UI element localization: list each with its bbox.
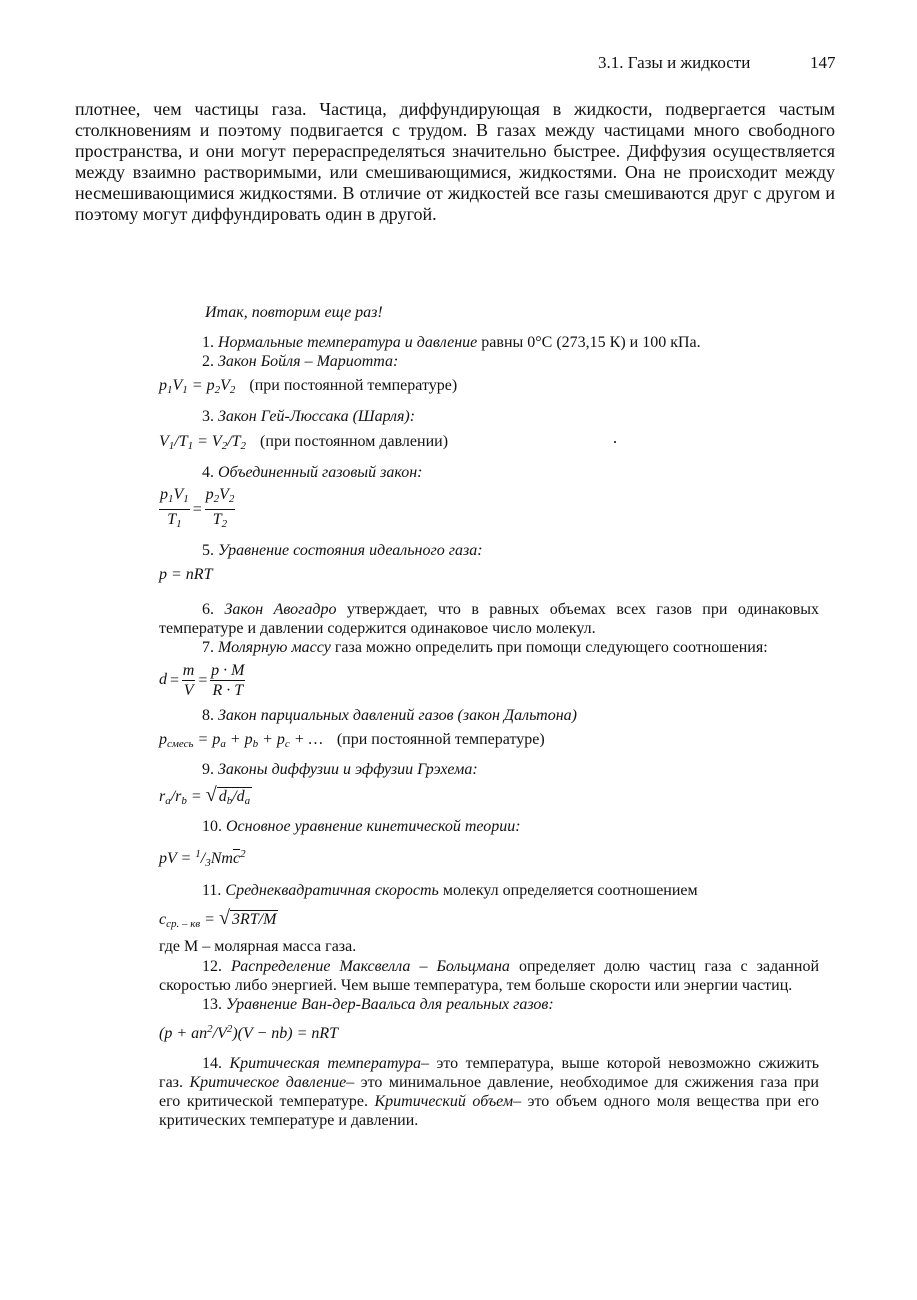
summary-item-1: 1. Нормальные температура и давление равны 0°C (273,15 К) и 100 кПа.: [202, 334, 701, 351]
summary-item-11: 11. Среднеквадратичная скорость молекул определяется соотношением: [202, 882, 698, 899]
summary-item-8: 8. Закон парциальных давлений газов (закон Дальтона): [202, 707, 577, 724]
running-head: 3.1. Газы и жидкости: [598, 53, 751, 72]
gay-lussac-formula: $V_1/T_1 = V_2/T_2$ (при постоянном давлении): [159, 433, 449, 452]
ideal-gas-formula: p = nRT: [159, 566, 213, 583]
dalton-formula: $p_{смесь} = p_a + p_b + p_c$ + … (при постоянной температуре): [159, 731, 545, 750]
summary-title: Итак, повторим еще раз!: [205, 304, 383, 321]
summary-item-13: 13. Уравнение Ван-дер-Ваальса для реальных газов:: [202, 996, 554, 1013]
molar-mass-formula: d = $\frac{m}{V}$ = $\frac{p \cdot M}{R \cdot T}$: [159, 662, 245, 699]
summary-item-12: 12. Распределение Максвелла – Больцмана определяет долю частиц газа с заданной скоростью либо энергией. Чем выше температура, тем больше скорости или энергии частиц.: [159, 958, 820, 994]
summary-item-5: 5. Уравнение состояния идеального газа:: [202, 542, 483, 559]
summary-item-4: 4. Объединенный газовый закон:: [202, 464, 423, 481]
summary-item-14: 14. Критическая температура– это температура, выше которой невозможно сжижить газ. Критическое давление– это минимальное давление, необходимое для сжижения газа при его критической температуре. Критический объем– это объем одного моля вещества при его критических температуре и давлении.: [159, 1055, 820, 1129]
graham-formula: $r_a/r_b$ = √ $d_b/d_a$: [159, 784, 251, 807]
summary-section: [159, 303, 819, 1130]
kinetic-theory-formula: pV = $^1/_3Nm\overline{c}^2$: [159, 848, 246, 869]
boyle-formula: $p_1V_1 = p_2V_2$ (при постоянной температуре): [159, 377, 458, 396]
summary-item-7: 7. Молярную массу газа можно определить при помощи следующего соотношения:: [202, 639, 768, 656]
summary-item-6: 6. Закон Авогадро утверждает, что в равных объемах всех газов при одинаковых температуре и давлении содержится одинаковое число молекул.: [159, 601, 820, 637]
summary-item-10: 10. Основное уравнение кинетической теории:: [202, 818, 521, 835]
van-der-waals-formula: $(p + an^2/V^2)(V - nb)$ = nRT: [159, 1023, 339, 1042]
intro-paragraph: плотнее, чем частицы газа. Частица, диффундирующая в жидкости, подвергается частым столкновениям и поэтому подвигается с трудом. В газах между частицами много свободного пространства, и они могут перераспределяться значительно быстрее. Диффузия осуществляется между взаимно растворимыми, или смешивающимися, жидкостями. Она не происходит между несмешивающимися жидкостями. В отличие от жидкостей все газы смешиваются друг с другом и поэтому могут диффундировать один в другой.: [75, 99, 835, 224]
summary-item-9: 9. Законы диффузии и эффузии Грэхема:: [202, 761, 478, 778]
page-number: 147: [810, 53, 836, 72]
combined-gas-formula: $\frac{p_1V_1}{T_1}$ = $\frac{p_2V_2}{T_2}$: [160, 486, 235, 530]
rms-note: где M – молярная масса газа.: [159, 938, 357, 955]
summary-item-2: 2. Закон Бойля – Мариотта:: [202, 353, 399, 370]
rms-speed-formula: $c_{ср. - кв}$ = √ 3RT/M: [159, 907, 277, 930]
summary-item-3: 3. Закон Гей-Люссака (Шарля):: [202, 408, 416, 425]
